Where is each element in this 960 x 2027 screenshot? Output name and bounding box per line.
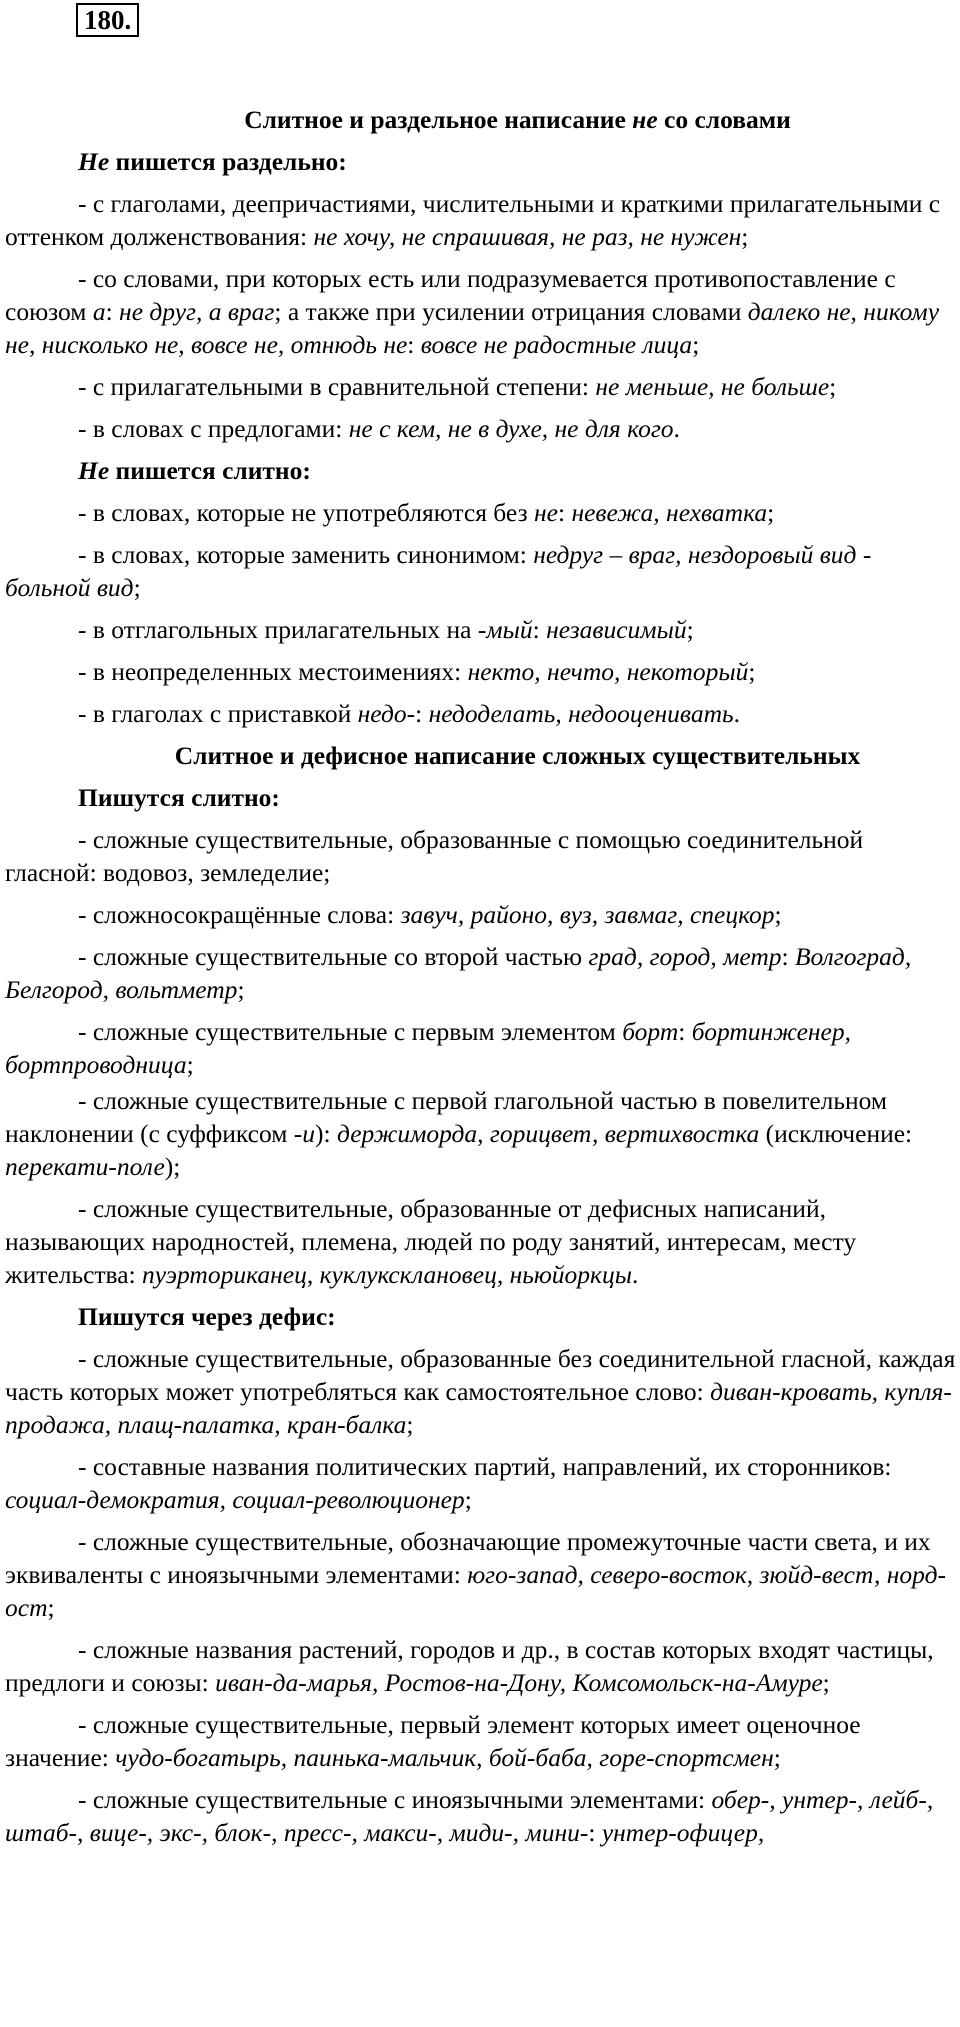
rule-item: - сложные существительные, первый элемент которых имеет оценочное значение: чудо-богатырь, паинька-мальчик, бой-баба, горе-спортсмен;	[5, 1710, 861, 1772]
rule-item: - сложные существительные, образованные от дефисных написаний, называющих народностей, племена, людей по роду занятий, интересам, месту жительства: пуэрториканец, куклуксклановец, ньюйоркцы.	[5, 1194, 857, 1289]
task-number: 180.	[76, 3, 139, 37]
rule-item: - в словах, которые заменить синонимом: недруг – враг, нездоровый вид - больной вид;	[5, 540, 872, 602]
rule-item: - в словах, которые не употребляются без не: невежа, нехватка;	[78, 498, 775, 527]
document-body	[5, 103, 960, 1858]
section-title-ne: Слитное и раздельное написание не со словами	[244, 105, 791, 134]
rule-item: - с глаголами, деепричастиями, числительными и краткими прилагательными с оттенком долженствования: не хочу, не спрашивая, не раз, не нужен;	[5, 189, 941, 251]
rule-item: - в глаголах с приставкой недо-: недоделать, недооценивать.	[78, 699, 740, 728]
rule-item: - в словах с предлогами: не с кем, не в духе, не для кого.	[78, 414, 680, 443]
heading-ne-separate: Не пишется раздельно:	[78, 147, 347, 176]
rule-item: - сложные существительные, обозначающие промежуточные части света, и их эквиваленты с иноязычными элементами: юго-запад, северо-восток, зюйд-вест, норд-ост;	[5, 1527, 946, 1622]
rule-item: - сложные существительные, образованные без соединительной гласной, каждая часть которых может употребляться как самостоятельное слово: диван-кровать, купля-продажа, плащ-палатка, кран-балка;	[5, 1344, 956, 1439]
heading-ne-together: Не пишется слитно:	[78, 456, 311, 485]
rule-item: - со словами, при которых есть или подразумевается противопоставление с союзом а: не друг, а враг; а также при усилении отрицания словами далеко не, никому не, нисколько не, вовсе не, отнюдь не: вовсе не радостные лица;	[5, 264, 940, 359]
rule-item: - составные названия политических партий, направлений, их сторонников: социал-демократия, социал-революционер;	[5, 1452, 892, 1514]
rule-item: - сложные существительные со второй частью град, город, метр: Волгоград, Белгород, вольтметр;	[5, 942, 912, 1004]
rule-item: - сложные существительные с первым элементом борт: бортинженер, бортпроводница;	[5, 1017, 851, 1079]
section-title-compound-nouns: Слитное и дефисное написание сложных существительных	[174, 741, 861, 770]
rule-item: - сложносокращённые слова: завуч, районо, вуз, завмаг, спецкор;	[78, 900, 782, 929]
rule-item: - сложные существительные с первой глагольной частью в повелительном наклонении (с суффиксом -и): держиморда, горицвет, вертихвостка (исключение: перекати-поле);	[5, 1086, 913, 1181]
rule-item: - сложные существительные, образованные с помощью соединительной гласной: водовоз, земледелие;	[5, 825, 864, 887]
rule-item: - с прилагательными в сравнительной степени: не меньше, не больше;	[78, 372, 837, 401]
rule-item: - сложные названия растений, городов и др., в состав которых входят частицы, предлоги и союзы: иван-да-марья, Ростов-на-Дону, Комсомольск-на-Амуре;	[5, 1635, 934, 1697]
heading-written-hyphen: Пишутся через дефис:	[78, 1302, 336, 1331]
rule-item: - в отглагольных прилагательных на -мый: независимый;	[78, 615, 694, 644]
rule-item: - в неопределенных местоимениях: некто, нечто, некоторый;	[78, 657, 756, 686]
heading-written-together: Пишутся слитно:	[78, 783, 280, 812]
rule-item: - сложные существительные с иноязычными элементами: обер-, унтер-, лейб-, штаб-, вице-, экс-, блок-, пресс-, макси-, миди-, мини-: унтер-офицер,	[5, 1785, 934, 1847]
